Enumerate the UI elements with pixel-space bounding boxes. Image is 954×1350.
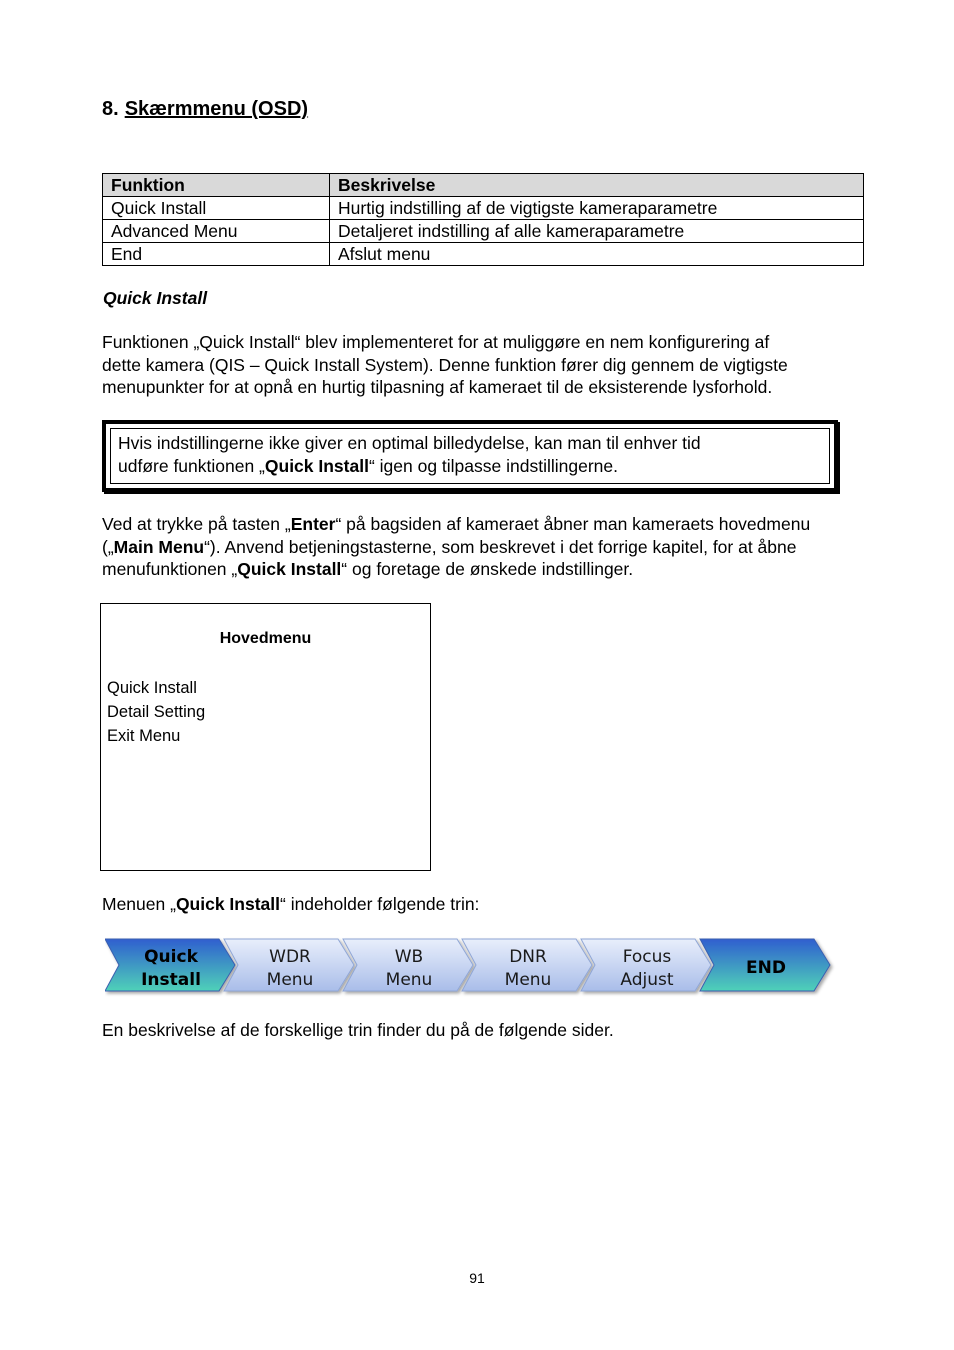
- text-line: [118, 455, 818, 478]
- text-span: “ indeholder følgende trin:: [280, 894, 480, 914]
- table-cell: Hurtig indstilling af de vigtigste kameraparametre: [330, 197, 864, 220]
- steps-intro: [102, 893, 892, 916]
- text-span: udføre funktionen „: [118, 455, 265, 476]
- step-label-line2: Menu: [504, 970, 552, 990]
- bold-term: Quick Install: [237, 559, 342, 579]
- table-cell: Detaljeret indstilling af alle kameraparametre: [330, 220, 864, 243]
- text-line: Funktionen „Quick Install“ blev implementeret for at muliggøre en nem konfigurering af: [102, 332, 770, 352]
- text-span: “ på bagsiden af kameraet åbner man kameraets hovedmenu: [335, 514, 811, 534]
- bold-term: Quick Install: [264, 455, 369, 476]
- step-label-line1: Focus: [622, 947, 672, 967]
- table-row: [103, 220, 864, 243]
- intro-paragraph: [102, 331, 892, 399]
- main-menu-box: [100, 603, 431, 871]
- step-label-line2: Install: [141, 970, 201, 990]
- closing-paragraph: En beskrivelse af de forskellige trin finder du på de følgende sider.: [102, 1020, 614, 1040]
- step-label-line1: DNR: [509, 947, 547, 967]
- text-span: („: [102, 536, 114, 557]
- main-menu-title: Hovedmenu: [219, 630, 312, 647]
- text-line: [102, 536, 892, 559]
- text-span: “). Anvend betjeningstasterne, som beskrevet i det forrige kapitel, for at åbne: [204, 536, 797, 557]
- quick-install-heading: Quick Install: [103, 288, 208, 308]
- note-box: [102, 420, 838, 492]
- text-span: “ og foretage de ønskede indstillinger.: [341, 559, 634, 579]
- step-label-line1: WB: [394, 947, 424, 967]
- table-header-cell: Funktion: [103, 174, 330, 197]
- table-row: [103, 197, 864, 220]
- bold-term: Quick Install: [175, 894, 280, 914]
- section-heading: [102, 98, 308, 121]
- table-cell: Afslut menu: [330, 243, 864, 266]
- menu-item-quick-install[interactable]: Quick Install: [107, 679, 197, 697]
- menu-item-detail-setting[interactable]: Detail Setting: [107, 703, 206, 721]
- section-number: 8.: [102, 98, 119, 120]
- table-cell: End: [103, 243, 330, 266]
- table-row: [103, 243, 864, 266]
- menu-item-exit-menu[interactable]: Exit Menu: [107, 727, 181, 745]
- table-cell: Quick Install: [103, 197, 330, 220]
- note-text: [118, 432, 818, 477]
- table-header-cell: Beskrivelse: [330, 174, 864, 197]
- step-label-line2: Menu: [266, 970, 314, 990]
- text-line: dette kamera (QIS – Quick Install System). Denne funktion fører dig gennem de vigtigste: [102, 354, 788, 375]
- step-label-line2: Menu: [385, 970, 433, 990]
- main-menu-list: [107, 676, 205, 748]
- text-span: Ved at trykke på tasten „: [102, 514, 291, 534]
- enter-paragraph: [102, 513, 892, 581]
- text-line: menupunkter for at opnå en hurtig tilpasning af kameraet til de eksisterende lysforhold.: [102, 377, 773, 397]
- bold-term: Enter: [290, 514, 336, 534]
- step-label-line2: Adjust: [620, 970, 674, 990]
- steps-flow: [105, 937, 845, 997]
- step-label: END: [746, 958, 786, 978]
- text-line: Hvis indstillingerne ikke giver en optimal billedydelse, kan man til enhver tid: [118, 433, 701, 453]
- function-table: [102, 173, 864, 266]
- text-line: [102, 513, 892, 536]
- text-span: “ igen og tilpasse indstillingerne.: [368, 455, 618, 476]
- text-span: Menuen „: [102, 894, 176, 914]
- text-span: menufunktionen „: [102, 559, 238, 579]
- section-title: Skærmmenu (OSD): [124, 98, 309, 120]
- text-line: [102, 558, 892, 581]
- page-number: 91: [469, 1270, 485, 1286]
- table-cell: Advanced Menu: [103, 220, 330, 243]
- step-label-line1: Quick: [144, 947, 198, 967]
- step-label-line1: WDR: [269, 947, 311, 967]
- table-header-row: [103, 174, 864, 197]
- bold-term: Main Menu: [113, 536, 205, 557]
